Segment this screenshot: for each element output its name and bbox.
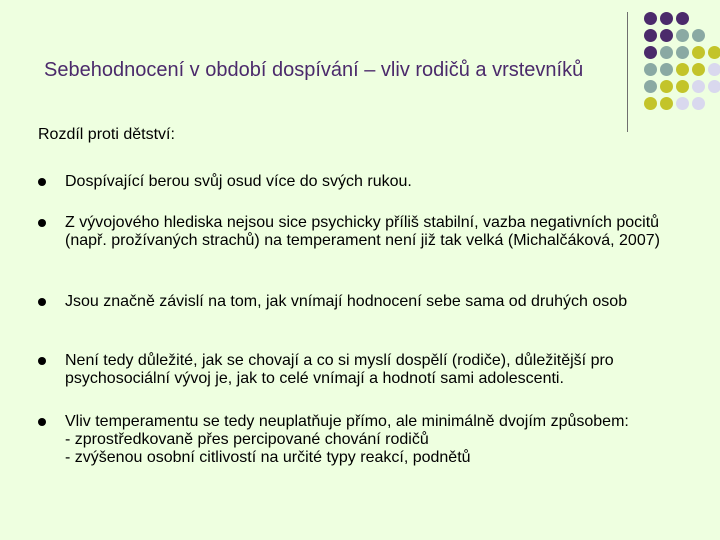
deco-dot: [708, 63, 720, 76]
deco-dot: [644, 97, 657, 110]
deco-dot: [692, 63, 705, 76]
slide-title: Sebehodnocení v období dospívání – vliv rodičů a vrstevníků: [44, 59, 584, 81]
bullet-text: Vliv temperamentu se tedy neuplatňuje přímo, ale minimálně dvojím způsobem: - zprostředkovaně přes percipované chování rodičů - zvýšenou osobní citlivostí na určité typy reakcí, podnětů: [65, 413, 629, 466]
bullet-text: Z vývojového hlediska nejsou sice psychicky příliš stabilní, vazba negativních pocitů (např. prožívaných strachů) na temperament není již tak velká (Michalčáková, 2007): [65, 214, 660, 249]
deco-dot: [660, 29, 673, 42]
deco-dot: [676, 29, 689, 42]
deco-dot: [660, 97, 673, 110]
bullet-item: [38, 173, 668, 191]
deco-dot: [644, 12, 657, 25]
bullet-icon: [38, 357, 46, 365]
deco-dot: [644, 29, 657, 42]
deco-dot: [692, 46, 705, 59]
deco-dot: [676, 97, 689, 110]
bullet-text: Dospívající berou svůj osud více do svých rukou.: [65, 173, 412, 190]
deco-dot: [708, 80, 720, 93]
bullet-icon: [38, 178, 46, 186]
deco-dot: [644, 80, 657, 93]
deco-dot: [692, 80, 705, 93]
deco-dot: [644, 63, 657, 76]
deco-dot: [692, 29, 705, 42]
deco-dot: [708, 46, 720, 59]
deco-dot: [660, 12, 673, 25]
deco-dot: [676, 46, 689, 59]
bullet-icon: [38, 219, 46, 227]
intro-text: Rozdíl proti dětství:: [38, 126, 175, 143]
deco-dot: [644, 46, 657, 59]
bullet-text: Jsou značně závislí na tom, jak vnímají hodnocení sebe sama od druhých osob: [65, 293, 628, 310]
bullet-item: [38, 214, 668, 250]
deco-dot: [676, 12, 689, 25]
bullet-item: [38, 352, 668, 388]
bullet-icon: [38, 298, 46, 306]
deco-dot: [660, 63, 673, 76]
deco-dot: [676, 80, 689, 93]
deco-dot: [660, 80, 673, 93]
bullet-icon: [38, 418, 46, 426]
deco-dot: [692, 97, 705, 110]
bullet-text: Není tedy důležité, jak se chovají a co si myslí dospělí (rodiče), důležitější pro psychosociální vývoj je, jak to celé vnímají a hodnotí sami adolescenti.: [65, 352, 614, 387]
deco-dot: [676, 63, 689, 76]
deco-dot: [660, 46, 673, 59]
bullet-item: [38, 293, 668, 311]
decorative-divider-line: [627, 12, 628, 132]
bullet-item: [38, 413, 668, 467]
decorative-dot-grid: [640, 10, 720, 120]
